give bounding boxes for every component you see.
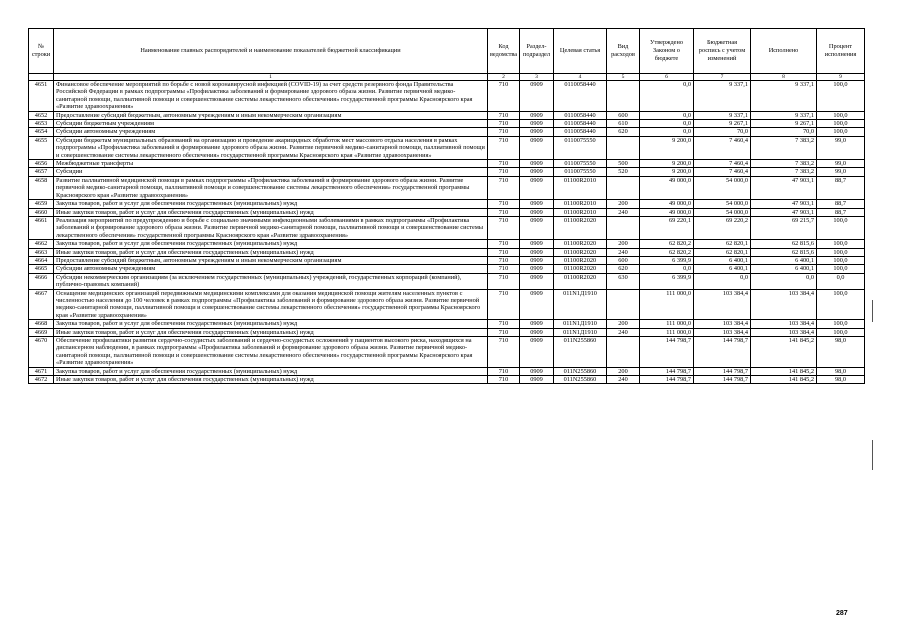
- table-row: [29, 208, 865, 216]
- column-number-row: [29, 74, 865, 81]
- row-dept: 710: [488, 320, 520, 328]
- row-type: 500: [607, 160, 640, 168]
- row-approved: 62 820,2: [640, 248, 694, 256]
- row-number: 4665: [29, 265, 54, 273]
- row-target: 011N1Д1910: [554, 320, 607, 328]
- row-plan: 7 460,4: [694, 168, 751, 176]
- row-type: [607, 81, 640, 112]
- row-section: 0909: [520, 208, 554, 216]
- header-expense-type: Вид расходов: [607, 29, 640, 74]
- row-plan: 9 267,1: [694, 120, 751, 128]
- row-plan: 70,0: [694, 128, 751, 136]
- page-number: 287: [836, 610, 848, 617]
- header-row: [29, 29, 865, 74]
- table-row: [29, 136, 865, 159]
- row-executed: 62 815,6: [751, 248, 817, 256]
- row-number: 4651: [29, 81, 54, 112]
- row-number: 4656: [29, 160, 54, 168]
- row-section: 0909: [520, 328, 554, 336]
- row-number: 4664: [29, 256, 54, 264]
- row-target: 01100R2020: [554, 240, 607, 248]
- row-type: 240: [607, 376, 640, 384]
- row-percent: 100,0: [817, 240, 865, 248]
- row-type: 200: [607, 240, 640, 248]
- row-number: 4653: [29, 120, 54, 128]
- row-number: 4652: [29, 111, 54, 119]
- row-target: 011N1Д1910: [554, 289, 607, 320]
- row-name: Оснащение медицинских организаций передвижными медицинскими комплексами для оказания медицинской помощи жителям населенных пунктов с численностью населения до 100 человек в рамках подпрограммы «Профилактика заболеваний и формирование здорового образа жизни. Развитие первичной медико-санитарной помощи, паллиативной помощи и совершенствование системы лекарственного обеспечения» государственной программы Красноярского края «Развитие здравоохранения»: [54, 289, 488, 320]
- row-approved: 49 000,0: [640, 208, 694, 216]
- row-target: 01100R2020: [554, 256, 607, 264]
- row-approved: 144 798,7: [640, 376, 694, 384]
- row-dept: 710: [488, 120, 520, 128]
- row-plan: 144 798,7: [694, 337, 751, 368]
- row-percent: 100,0: [817, 81, 865, 112]
- row-target: 01100R2020: [554, 248, 607, 256]
- row-percent: 88,7: [817, 208, 865, 216]
- row-dept: 710: [488, 136, 520, 159]
- table-row: [29, 273, 865, 289]
- row-percent: 100,0: [817, 256, 865, 264]
- row-approved: 111 000,0: [640, 328, 694, 336]
- row-section: 0909: [520, 320, 554, 328]
- row-plan: 69 220,2: [694, 216, 751, 239]
- row-number: 4655: [29, 136, 54, 159]
- row-executed: 62 815,6: [751, 240, 817, 248]
- row-name: Иные закупки товаров, работ и услуг для обеспечения государственных (муниципальных) нужд: [54, 376, 488, 384]
- row-type: 520: [607, 168, 640, 176]
- row-section: 0909: [520, 81, 554, 112]
- row-executed: 70,0: [751, 128, 817, 136]
- row-type: [607, 216, 640, 239]
- row-type: 620: [607, 128, 640, 136]
- row-section: 0909: [520, 200, 554, 208]
- table-row: [29, 248, 865, 256]
- row-approved: 9 200,0: [640, 136, 694, 159]
- table-row: [29, 289, 865, 320]
- row-dept: 710: [488, 208, 520, 216]
- row-percent: 99,0: [817, 160, 865, 168]
- row-section: 0909: [520, 216, 554, 239]
- row-executed: 103 384,4: [751, 289, 817, 320]
- header-name: Наименование главных распорядителей и наименование показателей бюджетной классификации: [54, 29, 488, 74]
- row-dept: 710: [488, 200, 520, 208]
- scan-edge-mark: [872, 300, 873, 322]
- row-executed: 6 400,1: [751, 256, 817, 264]
- row-approved: 62 820,2: [640, 240, 694, 248]
- table-row: [29, 320, 865, 328]
- row-executed: 7 383,2: [751, 168, 817, 176]
- row-plan: 103 384,4: [694, 289, 751, 320]
- row-approved: 144 798,7: [640, 337, 694, 368]
- table-row: [29, 111, 865, 119]
- row-section: 0909: [520, 120, 554, 128]
- row-target: 01100R2020: [554, 273, 607, 289]
- row-name: Закупка товаров, работ и услуг для обеспечения государственных (муниципальных) нужд: [54, 367, 488, 375]
- table-row: [29, 160, 865, 168]
- row-approved: 69 220,1: [640, 216, 694, 239]
- row-name: Субсидии автономным учреждениям: [54, 265, 488, 273]
- row-name: Субсидии бюджетам муниципальных образований на организацию и проведение акарицидных обработок мест массового отдыха населения в рамках подпрограммы «Профилактика заболеваний и формирование здорового образа жизни. Развитие первичной медико-санитарной помощи, паллиативной помощи и совершенствование системы лекарственного обеспечения» государственной программы Красноярского края «Развитие здравоохранения»: [54, 136, 488, 159]
- row-type: 240: [607, 208, 640, 216]
- row-dept: 710: [488, 240, 520, 248]
- row-percent: 100,0: [817, 328, 865, 336]
- row-approved: 111 000,0: [640, 289, 694, 320]
- row-name: Закупка товаров, работ и услуг для обеспечения государственных (муниципальных) нужд: [54, 200, 488, 208]
- row-percent: 100,0: [817, 265, 865, 273]
- row-type: [607, 176, 640, 199]
- colnum: [29, 74, 54, 81]
- row-section: 0909: [520, 367, 554, 375]
- row-type: 200: [607, 320, 640, 328]
- row-name: Субсидии: [54, 168, 488, 176]
- row-dept: 710: [488, 256, 520, 264]
- row-approved: 0,0: [640, 265, 694, 273]
- row-dept: 710: [488, 81, 520, 112]
- row-percent: 88,7: [817, 176, 865, 199]
- row-section: 0909: [520, 160, 554, 168]
- row-name: Субсидии бюджетным учреждениям: [54, 120, 488, 128]
- row-percent: 98,0: [817, 337, 865, 368]
- row-plan: 6 400,1: [694, 265, 751, 273]
- header-target: Целевая статья: [554, 29, 607, 74]
- row-plan: 54 000,0: [694, 176, 751, 199]
- row-name: Развитие паллиативной медицинской помощи в рамках подпрограммы «Профилактика заболеваний и формирование здорового образа жизни. Развитие первичной медико-санитарной помощи, паллиативной помощи и совершенствование системы лекарственного обеспечения» государственной программы Красноярского края «Развитие здравоохранения»: [54, 176, 488, 199]
- row-section: 0909: [520, 337, 554, 368]
- row-section: 0909: [520, 248, 554, 256]
- row-target: 01100R2010: [554, 208, 607, 216]
- row-number: 4661: [29, 216, 54, 239]
- row-target: 0110058440: [554, 128, 607, 136]
- colnum: 3: [520, 74, 554, 81]
- row-number: 4658: [29, 176, 54, 199]
- row-target: 01100R2010: [554, 200, 607, 208]
- row-name: Реализация мероприятий по предупреждению и борьбе с социально значимыми инфекционными заболеваниями в рамках подпрограммы «Профилактика заболеваний и формирование здорового образа жизни. Развитие первичной медико-санитарной помощи, паллиативной помощи и совершенствование системы лекарственного обеспечения» государственной программы Красноярского края «Развитие здравоохранения»: [54, 216, 488, 239]
- row-dept: 710: [488, 248, 520, 256]
- row-name: Иные закупки товаров, работ и услуг для обеспечения государственных (муниципальных) нужд: [54, 248, 488, 256]
- row-target: 011N255860: [554, 367, 607, 375]
- table-row: [29, 216, 865, 239]
- row-approved: 49 000,0: [640, 176, 694, 199]
- row-target: 0110058440: [554, 81, 607, 112]
- row-type: 630: [607, 273, 640, 289]
- row-number: 4654: [29, 128, 54, 136]
- row-target: 0110058440: [554, 120, 607, 128]
- row-type: [607, 136, 640, 159]
- colnum: 5: [607, 74, 640, 81]
- row-approved: 0,0: [640, 120, 694, 128]
- row-type: 240: [607, 248, 640, 256]
- row-section: 0909: [520, 273, 554, 289]
- row-plan: 54 000,0: [694, 200, 751, 208]
- table-row: [29, 337, 865, 368]
- row-dept: 710: [488, 337, 520, 368]
- row-percent: 100,0: [817, 120, 865, 128]
- row-percent: 98,0: [817, 376, 865, 384]
- row-approved: 6 399,9: [640, 273, 694, 289]
- row-plan: 144 798,7: [694, 376, 751, 384]
- row-dept: 710: [488, 265, 520, 273]
- header-executed: Исполнено: [751, 29, 817, 74]
- row-approved: 9 200,0: [640, 168, 694, 176]
- row-executed: 103 384,4: [751, 320, 817, 328]
- row-type: 200: [607, 367, 640, 375]
- row-number: 4670: [29, 337, 54, 368]
- row-percent: 98,0: [817, 367, 865, 375]
- row-target: 0110075550: [554, 136, 607, 159]
- row-target: 01100R2010: [554, 176, 607, 199]
- row-name: Обеспечение профилактики развития сердечно-сосудистых заболеваний и сердечно-сосудистых осложнений у пациентов высокого риска, находящихся на диспансерном наблюдении, в рамках подпрограммы «Профилактика заболеваний и формирование здорового образа жизни. Развитие первичной медико-санитарной помощи, паллиативной помощи и совершенствование системы лекарственного обеспечения» государственной программы Красноярского края «Развитие здравоохранения»: [54, 337, 488, 368]
- row-executed: 7 383,2: [751, 136, 817, 159]
- table-row: [29, 128, 865, 136]
- row-number: 4663: [29, 248, 54, 256]
- row-name: Субсидии некоммерческим организациям (за исключением государственных (муниципальных) учреждений, государственных корпораций (компаний), публично-правовых компаний): [54, 273, 488, 289]
- row-executed: 6 400,1: [751, 265, 817, 273]
- row-number: 4668: [29, 320, 54, 328]
- header-budget-list: Бюджетная роспись с учетом изменений: [694, 29, 751, 74]
- row-executed: 47 903,1: [751, 208, 817, 216]
- row-target: 0110075550: [554, 168, 607, 176]
- row-executed: 0,0: [751, 273, 817, 289]
- table-row: [29, 240, 865, 248]
- row-section: 0909: [520, 168, 554, 176]
- row-number: 4666: [29, 273, 54, 289]
- row-plan: 103 384,4: [694, 328, 751, 336]
- row-percent: 100,0: [817, 128, 865, 136]
- row-number: 4669: [29, 328, 54, 336]
- row-dept: 710: [488, 128, 520, 136]
- row-target: 011N1Д1910: [554, 328, 607, 336]
- table-row: [29, 81, 865, 112]
- row-percent: 100,0: [817, 216, 865, 239]
- row-dept: 710: [488, 160, 520, 168]
- row-section: 0909: [520, 240, 554, 248]
- row-target: 01100R2020: [554, 216, 607, 239]
- table-row: [29, 256, 865, 264]
- colnum: 7: [694, 74, 751, 81]
- row-percent: 100,0: [817, 320, 865, 328]
- row-percent: 100,0: [817, 289, 865, 320]
- colnum: 8: [751, 74, 817, 81]
- row-name: Предоставление субсидий бюджетным, автономным учреждениям и иным некоммерческим организациям: [54, 111, 488, 119]
- row-name: Субсидии автономным учреждениям: [54, 128, 488, 136]
- row-target: 0110058440: [554, 111, 607, 119]
- row-plan: 144 798,7: [694, 367, 751, 375]
- table-row: [29, 367, 865, 375]
- row-executed: 9 337,1: [751, 81, 817, 112]
- header-dept-code: Код ведомства: [488, 29, 520, 74]
- row-executed: 141 845,2: [751, 337, 817, 368]
- row-approved: 49 000,0: [640, 200, 694, 208]
- row-approved: 0,0: [640, 128, 694, 136]
- row-plan: 7 460,4: [694, 160, 751, 168]
- row-dept: 710: [488, 273, 520, 289]
- row-executed: 7 383,2: [751, 160, 817, 168]
- table-row: [29, 265, 865, 273]
- row-dept: 710: [488, 216, 520, 239]
- row-type: 240: [607, 328, 640, 336]
- row-dept: 710: [488, 168, 520, 176]
- row-name: Финансовое обеспечение мероприятий по борьбе с новой коронавирусной инфекцией (COVID-19) за счет средств резервного фонда Правительства Российской Федерации в рамках подпрограммы «Профилактика заболеваний и формирование здорового образа жизни. Развитие первичной медико-санитарной помощи, паллиативной помощи и совершенствование системы лекарственного обеспечения» государственной программы Красноярского края «Развитие здравоохранения»: [54, 81, 488, 112]
- row-plan: 9 337,1: [694, 81, 751, 112]
- row-percent: 100,0: [817, 111, 865, 119]
- row-number: 4671: [29, 367, 54, 375]
- row-dept: 710: [488, 376, 520, 384]
- row-approved: 111 000,0: [640, 320, 694, 328]
- row-name: Предоставление субсидий бюджетным, автономным учреждениям и иным некоммерческим организациям: [54, 256, 488, 264]
- colnum: 4: [554, 74, 607, 81]
- table-row: [29, 376, 865, 384]
- table-row: [29, 328, 865, 336]
- row-executed: 141 845,2: [751, 376, 817, 384]
- header-row-no: № строки: [29, 29, 54, 74]
- row-executed: 103 384,4: [751, 328, 817, 336]
- row-plan: 54 000,0: [694, 208, 751, 216]
- row-dept: 710: [488, 367, 520, 375]
- row-type: [607, 289, 640, 320]
- row-section: 0909: [520, 128, 554, 136]
- row-plan: 62 820,1: [694, 248, 751, 256]
- row-plan: 6 400,1: [694, 256, 751, 264]
- row-percent: 88,7: [817, 200, 865, 208]
- row-name: Закупка товаров, работ и услуг для обеспечения государственных (муниципальных) нужд: [54, 240, 488, 248]
- row-dept: 710: [488, 289, 520, 320]
- row-section: 0909: [520, 136, 554, 159]
- row-section: 0909: [520, 376, 554, 384]
- row-number: 4672: [29, 376, 54, 384]
- row-approved: 9 200,0: [640, 160, 694, 168]
- row-executed: 47 903,1: [751, 200, 817, 208]
- row-plan: 7 460,4: [694, 136, 751, 159]
- row-target: 0110075550: [554, 160, 607, 168]
- colnum: 1: [54, 74, 488, 81]
- row-target: 011N255860: [554, 376, 607, 384]
- row-percent: 99,0: [817, 168, 865, 176]
- row-section: 0909: [520, 256, 554, 264]
- row-approved: 0,0: [640, 111, 694, 119]
- row-number: 4662: [29, 240, 54, 248]
- row-approved: 0,0: [640, 81, 694, 112]
- row-percent: 0,0: [817, 273, 865, 289]
- table-row: [29, 176, 865, 199]
- row-percent: 99,0: [817, 136, 865, 159]
- row-plan: 0,0: [694, 273, 751, 289]
- row-name: Иные закупки товаров, работ и услуг для обеспечения государственных (муниципальных) нужд: [54, 208, 488, 216]
- row-name: Межбюджетные трансферты: [54, 160, 488, 168]
- row-type: 620: [607, 265, 640, 273]
- colnum: 9: [817, 74, 865, 81]
- table-row: [29, 168, 865, 176]
- row-executed: 69 215,7: [751, 216, 817, 239]
- colnum: 6: [640, 74, 694, 81]
- row-target: 01100R2020: [554, 265, 607, 273]
- row-approved: 144 798,7: [640, 367, 694, 375]
- row-approved: 6 399,9: [640, 256, 694, 264]
- row-number: 4659: [29, 200, 54, 208]
- row-type: 200: [607, 200, 640, 208]
- row-number: 4657: [29, 168, 54, 176]
- row-section: 0909: [520, 289, 554, 320]
- header-approved: Утверждено Законом о бюджете: [640, 29, 694, 74]
- row-percent: 100,0: [817, 248, 865, 256]
- row-executed: 9 337,1: [751, 111, 817, 119]
- row-dept: 710: [488, 328, 520, 336]
- row-executed: 9 267,1: [751, 120, 817, 128]
- row-name: Закупка товаров, работ и услуг для обеспечения государственных (муниципальных) нужд: [54, 320, 488, 328]
- row-section: 0909: [520, 265, 554, 273]
- row-plan: 9 337,1: [694, 111, 751, 119]
- header-percent: Процент исполнения: [817, 29, 865, 74]
- row-executed: 47 903,1: [751, 176, 817, 199]
- row-dept: 710: [488, 111, 520, 119]
- row-plan: 62 820,1: [694, 240, 751, 248]
- row-dept: 710: [488, 176, 520, 199]
- table-row: [29, 200, 865, 208]
- budget-table: [28, 28, 865, 384]
- colnum: 2: [488, 74, 520, 81]
- row-executed: 141 845,2: [751, 367, 817, 375]
- row-number: 4667: [29, 289, 54, 320]
- row-type: [607, 337, 640, 368]
- row-section: 0909: [520, 176, 554, 199]
- table-row: [29, 120, 865, 128]
- row-name: Иные закупки товаров, работ и услуг для обеспечения государственных (муниципальных) нужд: [54, 328, 488, 336]
- row-type: 610: [607, 120, 640, 128]
- row-target: 011N255860: [554, 337, 607, 368]
- row-number: 4660: [29, 208, 54, 216]
- scan-edge-mark: [872, 440, 873, 470]
- header-section: Раздел-подраздел: [520, 29, 554, 74]
- row-plan: 103 384,4: [694, 320, 751, 328]
- row-type: 600: [607, 111, 640, 119]
- row-type: 600: [607, 256, 640, 264]
- row-section: 0909: [520, 111, 554, 119]
